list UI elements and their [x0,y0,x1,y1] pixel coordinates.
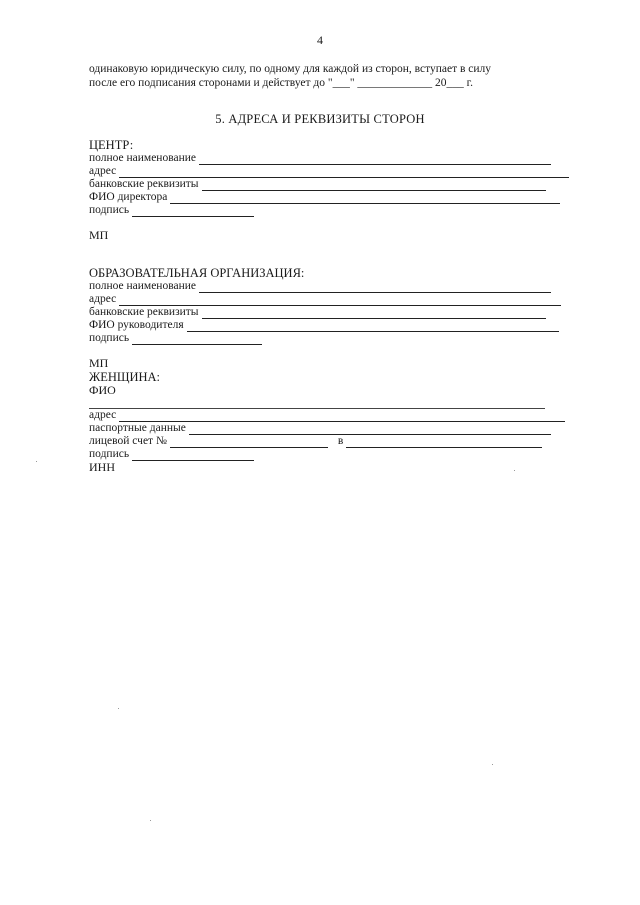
woman-address-label: адрес [89,409,117,421]
organization-head-label: ФИО руководителя [89,319,184,331]
woman-account-row [89,435,575,448]
intro-line-2: после его подписания сторонами и действует до "___" _____________ 20___ г. [89,77,473,89]
organization-address-row [89,293,575,306]
woman-address-field[interactable] [119,411,565,422]
organization-signature-field[interactable] [132,334,262,345]
center-signature-label: подпись [89,204,130,216]
woman-passport-row [89,422,575,435]
scan-speck [118,708,119,709]
center-block [89,138,575,242]
center-signature-field[interactable] [132,206,254,217]
section-heading: 5. АДРЕСА И РЕКВИЗИТЫ СТОРОН [215,112,425,126]
center-signature-row [89,204,575,217]
woman-fio-label: ФИО [89,383,116,397]
organization-full-name-row [89,280,575,293]
woman-title: ЖЕНЩИНА: [89,370,161,384]
organization-signature-label: подпись [89,332,130,344]
center-full-name-field[interactable] [199,154,551,165]
woman-address-row [89,409,575,422]
organization-signature-row [89,332,575,345]
page-number: 4 [317,33,323,47]
center-address-field[interactable] [119,167,569,178]
organization-title: ОБРАЗОВАТЕЛЬНАЯ ОРГАНИЗАЦИЯ: [89,266,305,280]
woman-block [89,370,575,474]
intro-line-1: одинаковую юридическую силу, по одному для каждой из сторон, вступает в силу [89,63,492,75]
scan-speck [150,820,151,821]
scan-speck [492,764,493,765]
organization-full-name-field[interactable] [199,282,551,293]
scan-speck [36,461,37,462]
center-full-name-row [89,152,575,165]
woman-signature-field[interactable] [132,450,254,461]
center-bank-field[interactable] [202,180,546,191]
woman-in-label: в [337,435,344,447]
center-address-label: адрес [89,165,117,177]
organization-bank-label: банковские реквизиты [89,306,199,318]
woman-fio-field[interactable] [89,397,545,409]
center-title: ЦЕНТР: [89,138,134,152]
organization-bank-field[interactable] [202,308,546,319]
organization-stamp: МП [89,356,109,370]
woman-signature-row [89,448,575,461]
woman-account-field[interactable] [170,437,328,448]
intro-paragraph [89,62,575,90]
woman-inn-label: ИНН [89,460,115,474]
center-full-name-label: полное наименование [89,152,197,164]
center-stamp: МП [89,228,109,242]
scan-speck [514,470,515,471]
woman-signature-label: подпись [89,448,130,460]
organization-address-label: адрес [89,293,117,305]
organization-bank-row [89,306,575,319]
organization-full-name-label: полное наименование [89,280,197,292]
center-address-row [89,165,575,178]
center-director-field[interactable] [170,193,560,204]
center-bank-label: банковские реквизиты [89,178,199,190]
center-bank-row [89,178,575,191]
center-director-label: ФИО директора [89,191,168,203]
organization-block [89,266,575,370]
woman-passport-label: паспортные данные [89,422,186,434]
center-director-row [89,191,575,204]
woman-account-label: лицевой счет № [89,435,167,447]
woman-passport-field[interactable] [189,424,551,435]
woman-bank-field[interactable] [346,437,542,448]
organization-head-row [89,319,575,332]
organization-address-field[interactable] [119,295,561,306]
organization-head-field[interactable] [187,321,559,332]
